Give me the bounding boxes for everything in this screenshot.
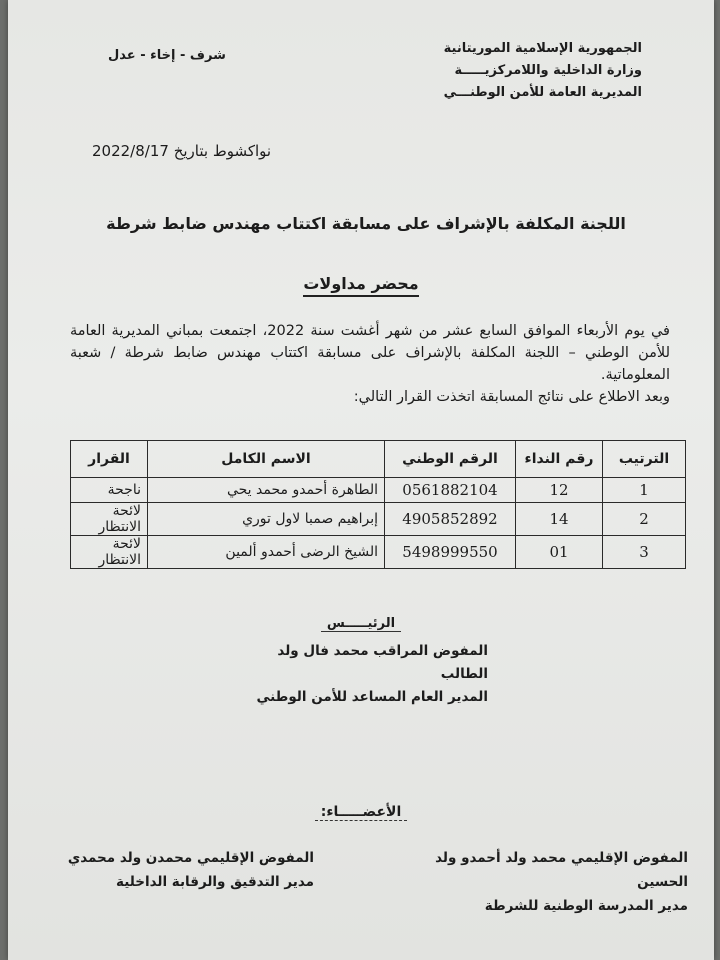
president-heading [8,612,714,636]
member-1-name: المفوض الإقليمي محمد ولد أحمدو ولد الحسين [435,850,688,890]
minutes-title-text: محضر مداولات [303,274,418,297]
letterhead-ministry: وزارة الداخلية واللامركزيـــــة [454,63,642,78]
body-text [70,320,670,408]
cell-national-id: 0561882104 [385,478,516,503]
cell-national-id: 5498999550 [385,536,516,569]
col-national-id: الرقم الوطني [385,441,516,478]
table-row [71,536,686,569]
cell-call-number: 12 [516,478,603,503]
president-role: المدير العام المساعد للأمن الوطني [256,689,488,705]
member-2-role: مدير التدقيق والرقابة الداخلية [116,874,314,890]
president-name: المفوض المراقب محمد فال ولد الطالب [277,643,488,682]
document-page [8,0,714,960]
document-date: نواكشوط بتاريخ 2022/8/17 [92,142,272,160]
member-2-name: المفوض الإقليمي محمدن ولد محمدي [67,850,314,866]
national-motto: شرف - إخاء - عدل [108,48,226,63]
minutes-title [8,274,714,293]
results-table [70,440,686,569]
table-row [71,478,686,503]
member-2-block [64,846,314,894]
letterhead-country: الجمهورية الإسلامية الموريتانية [443,41,642,56]
letterhead [362,38,642,104]
cell-decision: ناجحة [71,478,148,503]
cell-decision: لائحة الانتظار [71,536,148,569]
cell-rank: 3 [603,536,686,569]
table-row [71,503,686,536]
cell-call-number: 01 [516,536,603,569]
cell-full-name: الشيخ الرضى أحمدو ألمين [148,536,385,569]
col-full-name: الاسم الكامل [148,441,385,478]
member-1-role: مدير المدرسة الوطنية للشرطة [484,898,688,914]
president-title: الرئيـــــس [321,616,401,632]
col-call-number: رقم النداء [516,441,603,478]
cell-rank: 1 [603,478,686,503]
president-signature-block [248,640,488,709]
committee-title: اللجنة المكلفة بالإشراف على مسابقة اكتتاب مهندس ضابط شرطة [106,214,626,233]
letterhead-directorate: المديرية العامة للأمن الوطنـــي [443,85,642,100]
cell-full-name: الطاهرة أحمدو محمد يحي [148,478,385,503]
member-1-block [388,846,688,918]
cell-decision: لائحة الانتظار [71,503,148,536]
table-header-row [71,441,686,478]
cell-full-name: إبراهيم صمبا لاول توري [148,503,385,536]
body-paragraph: في يوم الأربعاء الموافق السابع عشر من شهر أغشت سنة 2022، اجتمعت بمباني المديرية العامة للأمن الوطني – اللجنة المكلفة بالإشراف على مسابقة اكتتاب مهندس ضابط شرطة / شعبة المعلوماتية. [70,323,670,383]
members-title: الأعضـــــاء: [315,804,408,821]
cell-national-id: 4905852892 [385,503,516,536]
col-rank: الترتيب [603,441,686,478]
cell-rank: 2 [603,503,686,536]
cell-call-number: 14 [516,503,603,536]
decision-intro: وبعد الاطلاع على نتائج المسابقة اتخذت القرار التالي: [353,389,670,405]
col-decision: القرار [71,441,148,478]
members-heading [8,804,714,820]
